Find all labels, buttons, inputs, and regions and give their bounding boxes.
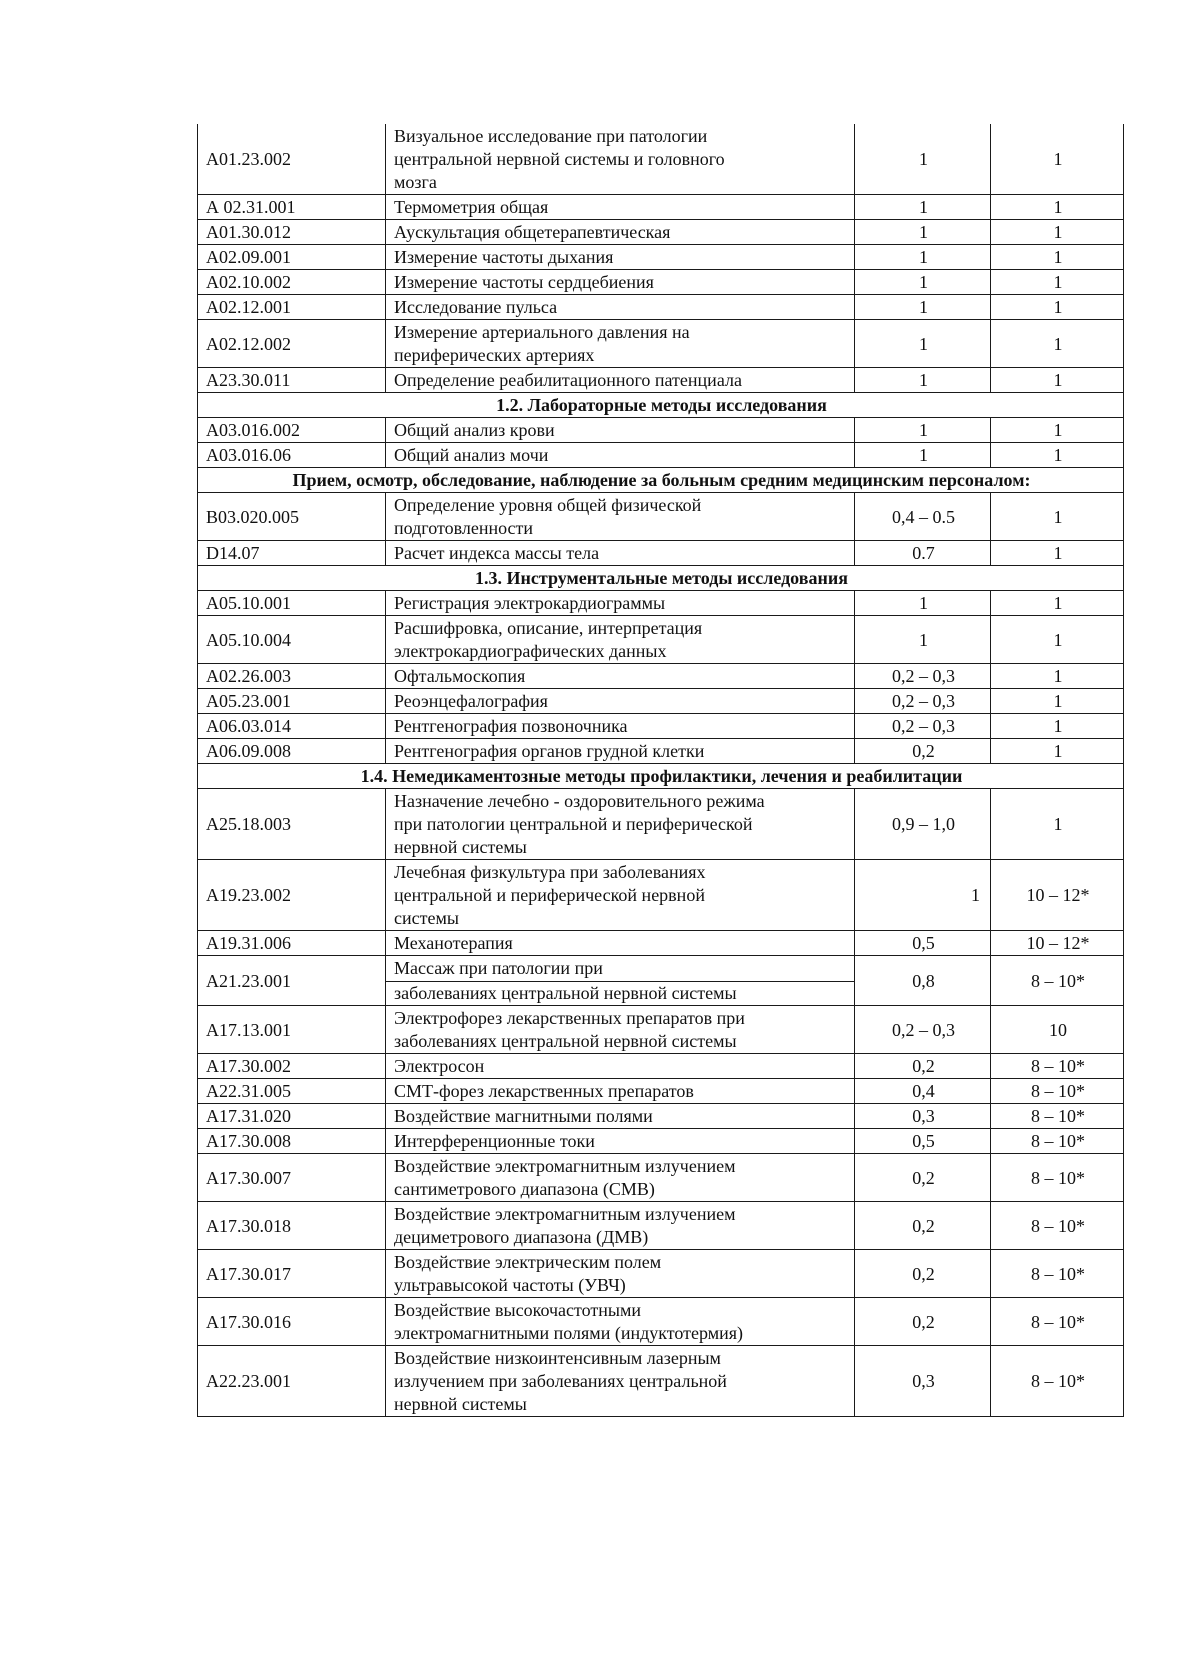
service-name: [386, 789, 855, 860]
section-title: 1.2. Лабораторные методы исследования: [198, 393, 1124, 418]
service-name-line: Рентгенография органов грудной клетки: [394, 741, 705, 761]
multiplicity-value: 1: [991, 295, 1124, 320]
multiplicity-value: 1: [991, 591, 1124, 616]
table-row: [198, 443, 1124, 468]
service-name-line: электромагнитными полями (индуктотермия): [394, 1323, 744, 1343]
service-code: А02.12.001: [198, 295, 386, 320]
service-name: [386, 714, 855, 739]
table-row: [198, 1079, 1124, 1104]
service-name: [386, 1298, 855, 1346]
service-name-line: электрокардиографических данных: [394, 641, 667, 661]
frequency-value: 0,4: [855, 1079, 991, 1104]
service-name-line: Визуальное исследование при патологии: [394, 126, 708, 146]
frequency-value: 1: [855, 418, 991, 443]
table-row: [198, 1104, 1124, 1129]
service-name-line: заболеваниях центральной нервной системы: [386, 981, 854, 1005]
service-name-line: Интерференционные токи: [394, 1131, 595, 1151]
service-name: [386, 1346, 855, 1417]
frequency-value: 0,2: [855, 1054, 991, 1079]
frequency-value: 1: [855, 320, 991, 368]
multiplicity-value: 1: [991, 493, 1124, 541]
services-table: [197, 124, 1124, 1417]
multiplicity-value: 8 – 10*: [991, 1154, 1124, 1202]
service-code: А06.09.008: [198, 739, 386, 764]
table-row: [198, 1006, 1124, 1054]
multiplicity-value: 1: [991, 541, 1124, 566]
service-code: А02.26.003: [198, 664, 386, 689]
table-row: [198, 860, 1124, 931]
service-name-line: Регистрация электрокардиограммы: [394, 593, 666, 613]
service-code: А22.23.001: [198, 1346, 386, 1417]
multiplicity-value: 1: [991, 664, 1124, 689]
frequency-value: 0,2 – 0,3: [855, 714, 991, 739]
service-name: [386, 931, 855, 956]
table-row: [198, 664, 1124, 689]
service-name-line: Расчет индекса массы тела: [394, 543, 600, 563]
frequency-value: 1: [855, 195, 991, 220]
frequency-value: 0.7: [855, 541, 991, 566]
service-name-line: Электрофорез лекарственных препаратов при: [394, 1008, 745, 1028]
service-code: А02.10.002: [198, 270, 386, 295]
frequency-value: 0,8: [855, 956, 991, 1006]
multiplicity-value: 1: [991, 418, 1124, 443]
service-name-line: Измерение артериального давления на: [394, 322, 690, 342]
service-name-line: дециметрового диапазона (ДМВ): [394, 1227, 649, 1247]
service-code: А19.31.006: [198, 931, 386, 956]
frequency-value: 0,2: [855, 1154, 991, 1202]
section-title: 1.3. Инструментальные методы исследования: [198, 566, 1124, 591]
table-row: [198, 1129, 1124, 1154]
service-name: [386, 270, 855, 295]
service-code: А17.30.007: [198, 1154, 386, 1202]
frequency-value: 0,5: [855, 931, 991, 956]
frequency-value: 0,2: [855, 739, 991, 764]
service-name-line: подготовленности: [394, 518, 534, 538]
frequency-value: 0,2: [855, 1250, 991, 1298]
service-name-line: периферических артериях: [394, 345, 595, 365]
frequency-value: 1: [855, 591, 991, 616]
multiplicity-value: 1: [991, 245, 1124, 270]
frequency-value: 0,2 – 0,3: [855, 664, 991, 689]
service-name: [386, 368, 855, 393]
service-name: [386, 418, 855, 443]
service-name: [386, 1202, 855, 1250]
multiplicity-value: 1: [991, 368, 1124, 393]
service-name-line: Реоэнцефалография: [394, 691, 548, 711]
service-code: А 02.31.001: [198, 195, 386, 220]
multiplicity-value: 1: [991, 443, 1124, 468]
service-code: А01.23.002: [198, 124, 386, 195]
service-name-line: центральной и периферической нервной: [394, 885, 705, 905]
table-row: [198, 320, 1124, 368]
table-row: [198, 418, 1124, 443]
multiplicity-value: 1: [991, 320, 1124, 368]
table-row: [198, 195, 1124, 220]
service-code: А22.31.005: [198, 1079, 386, 1104]
table-row: [198, 220, 1124, 245]
service-name-line: Измерение частоты сердцебиения: [394, 272, 654, 292]
service-name-line: Офтальмоскопия: [394, 666, 526, 686]
table-row: [198, 124, 1124, 195]
service-name-line: Расшифровка, описание, интерпретация: [394, 618, 703, 638]
section-title: 1.4. Немедикаментозные методы профилактики, лечения и реабилитации: [198, 764, 1124, 789]
frequency-value: 0,2 – 0,3: [855, 1006, 991, 1054]
table-row: [198, 1298, 1124, 1346]
section-header-row: [198, 468, 1124, 493]
service-name: [386, 443, 855, 468]
multiplicity-value: 8 – 10*: [991, 1346, 1124, 1417]
section-title: Прием, осмотр, обследование, наблюдение за больным средним медицинским персоналом:: [198, 468, 1124, 493]
service-name-line: излучением при заболеваниях центральной: [394, 1371, 727, 1391]
service-code: А23.30.011: [198, 368, 386, 393]
service-name-line: ультравысокой частоты (УВЧ): [394, 1275, 626, 1295]
table-row: [198, 541, 1124, 566]
service-name: [386, 493, 855, 541]
service-name-line: Назначение лечебно - оздоровительного режима: [394, 791, 765, 811]
service-name: [386, 124, 855, 195]
service-name-line: мозга: [394, 172, 437, 192]
multiplicity-value: 10: [991, 1006, 1124, 1054]
service-name-line: заболеваниях центральной нервной системы: [394, 1031, 737, 1051]
service-code: D14.07: [198, 541, 386, 566]
multiplicity-value: 8 – 10*: [991, 1079, 1124, 1104]
service-code: А17.30.008: [198, 1129, 386, 1154]
service-code: А21.23.001: [198, 956, 386, 1006]
service-code: А25.18.003: [198, 789, 386, 860]
table-row: [198, 591, 1124, 616]
frequency-value: 0,4 – 0.5: [855, 493, 991, 541]
service-name-line: Электросон: [394, 1056, 485, 1076]
service-name-line: сантиметрового диапазона (СМВ): [394, 1179, 655, 1199]
frequency-value: 1: [855, 860, 991, 931]
service-name-line: Воздействие высокочастотными: [394, 1300, 642, 1320]
service-name-line: Определение реабилитационного патенциала: [394, 370, 742, 390]
service-name: [386, 245, 855, 270]
service-name-line: Термометрия общая: [394, 197, 549, 217]
multiplicity-value: 1: [991, 689, 1124, 714]
service-code: А01.30.012: [198, 220, 386, 245]
table-row: [198, 1054, 1124, 1079]
service-code: А05.23.001: [198, 689, 386, 714]
service-name-line: Определение уровня общей физической: [394, 495, 702, 515]
service-name: [386, 860, 855, 931]
service-name-line: Механотерапия: [394, 933, 513, 953]
service-name-line: Воздействие электрическим полем: [394, 1252, 662, 1272]
service-name: [386, 1104, 855, 1129]
service-name-line: Массаж при патологии при: [394, 958, 603, 978]
service-name: [386, 664, 855, 689]
service-name-line: Воздействие низкоинтенсивным лазерным: [394, 1348, 721, 1368]
service-name: [386, 1154, 855, 1202]
table-row: [198, 689, 1124, 714]
service-name: [386, 295, 855, 320]
table-row: [198, 368, 1124, 393]
frequency-value: 0,3: [855, 1346, 991, 1417]
frequency-value: 1: [855, 270, 991, 295]
service-code: А02.12.002: [198, 320, 386, 368]
frequency-value: 0,2: [855, 1298, 991, 1346]
service-name-line: при патологии центральной и периферической: [394, 814, 753, 834]
multiplicity-value: 1: [991, 714, 1124, 739]
frequency-value: 1: [855, 368, 991, 393]
service-name: [386, 541, 855, 566]
services-table-body: [198, 124, 1124, 1417]
multiplicity-value: 10 – 12*: [991, 931, 1124, 956]
multiplicity-value: 8 – 10*: [991, 1054, 1124, 1079]
table-row: [198, 1346, 1124, 1417]
frequency-value: 1: [855, 443, 991, 468]
table-row: [198, 1250, 1124, 1298]
service-code: А17.31.020: [198, 1104, 386, 1129]
table-row: [198, 1202, 1124, 1250]
service-name-line: центральной нервной системы и головного: [394, 149, 725, 169]
table-row: [198, 789, 1124, 860]
service-code: А03.016.002: [198, 418, 386, 443]
service-name-line: Воздействие электромагнитным излучением: [394, 1204, 736, 1224]
service-name-line: Воздействие магнитными полями: [394, 1106, 653, 1126]
multiplicity-value: 1: [991, 124, 1124, 195]
frequency-value: 1: [855, 295, 991, 320]
frequency-value: 0,5: [855, 1129, 991, 1154]
table-row: [198, 956, 1124, 1006]
table-row: [198, 295, 1124, 320]
multiplicity-value: 8 – 10*: [991, 1298, 1124, 1346]
service-name: [386, 739, 855, 764]
frequency-value: 0,2: [855, 1202, 991, 1250]
section-header-row: [198, 393, 1124, 418]
multiplicity-value: 8 – 10*: [991, 1104, 1124, 1129]
service-name: [386, 689, 855, 714]
service-name-line: Воздействие электромагнитным излучением: [394, 1156, 736, 1176]
service-name-line: Общий анализ мочи: [394, 445, 549, 465]
service-name-line: Рентгенография позвоночника: [394, 716, 628, 736]
service-name: [386, 1006, 855, 1054]
service-code: А05.10.001: [198, 591, 386, 616]
frequency-value: 1: [855, 245, 991, 270]
service-name-line: Аускультация общетерапевтическая: [394, 222, 671, 242]
service-name-line: нервной системы: [394, 837, 527, 857]
service-code: А17.30.017: [198, 1250, 386, 1298]
multiplicity-value: 8 – 10*: [991, 1129, 1124, 1154]
multiplicity-value: 8 – 10*: [991, 1202, 1124, 1250]
section-header-row: [198, 566, 1124, 591]
frequency-value: 1: [855, 124, 991, 195]
multiplicity-value: 1: [991, 616, 1124, 664]
service-name: [386, 1250, 855, 1298]
service-code: А03.016.06: [198, 443, 386, 468]
frequency-value: 0,2 – 0,3: [855, 689, 991, 714]
multiplicity-value: 8 – 10*: [991, 1250, 1124, 1298]
service-name: [386, 956, 855, 1006]
table-row: [198, 245, 1124, 270]
multiplicity-value: 1: [991, 220, 1124, 245]
service-name-line: СМТ-форез лекарственных препаратов: [394, 1081, 694, 1101]
table-row: [198, 714, 1124, 739]
service-code: А02.09.001: [198, 245, 386, 270]
frequency-value: 1: [855, 616, 991, 664]
service-code: А17.30.002: [198, 1054, 386, 1079]
table-row: [198, 616, 1124, 664]
service-name-line: системы: [394, 908, 459, 928]
service-code: А19.23.002: [198, 860, 386, 931]
multiplicity-value: 1: [991, 270, 1124, 295]
frequency-value: 1: [855, 220, 991, 245]
table-row: [198, 739, 1124, 764]
service-name-line: Исследование пульса: [394, 297, 558, 317]
service-code: А17.30.016: [198, 1298, 386, 1346]
frequency-value: 0,9 – 1,0: [855, 789, 991, 860]
table-row: [198, 493, 1124, 541]
service-name: [386, 616, 855, 664]
table-row: [198, 270, 1124, 295]
service-name-line: нервной системы: [394, 1394, 527, 1414]
multiplicity-value: 8 – 10*: [991, 956, 1124, 1006]
service-code: А06.03.014: [198, 714, 386, 739]
table-row: [198, 931, 1124, 956]
service-name: [386, 220, 855, 245]
service-name: [386, 1079, 855, 1104]
service-code: А05.10.004: [198, 616, 386, 664]
service-name: [386, 195, 855, 220]
service-code: А17.13.001: [198, 1006, 386, 1054]
multiplicity-value: 1: [991, 195, 1124, 220]
table-row: [198, 1154, 1124, 1202]
service-name-line: Лечебная физкультура при заболеваниях: [394, 862, 706, 882]
service-name: [386, 1054, 855, 1079]
service-name-line: Общий анализ крови: [394, 420, 555, 440]
section-header-row: [198, 764, 1124, 789]
multiplicity-value: 1: [991, 789, 1124, 860]
service-code: А17.30.018: [198, 1202, 386, 1250]
service-code: В03.020.005: [198, 493, 386, 541]
service-name: [386, 320, 855, 368]
service-name: [386, 591, 855, 616]
service-name: [386, 1129, 855, 1154]
multiplicity-value: 10 – 12*: [991, 860, 1124, 931]
service-name-line: Измерение частоты дыхания: [394, 247, 614, 267]
frequency-value: 0,3: [855, 1104, 991, 1129]
multiplicity-value: 1: [991, 739, 1124, 764]
